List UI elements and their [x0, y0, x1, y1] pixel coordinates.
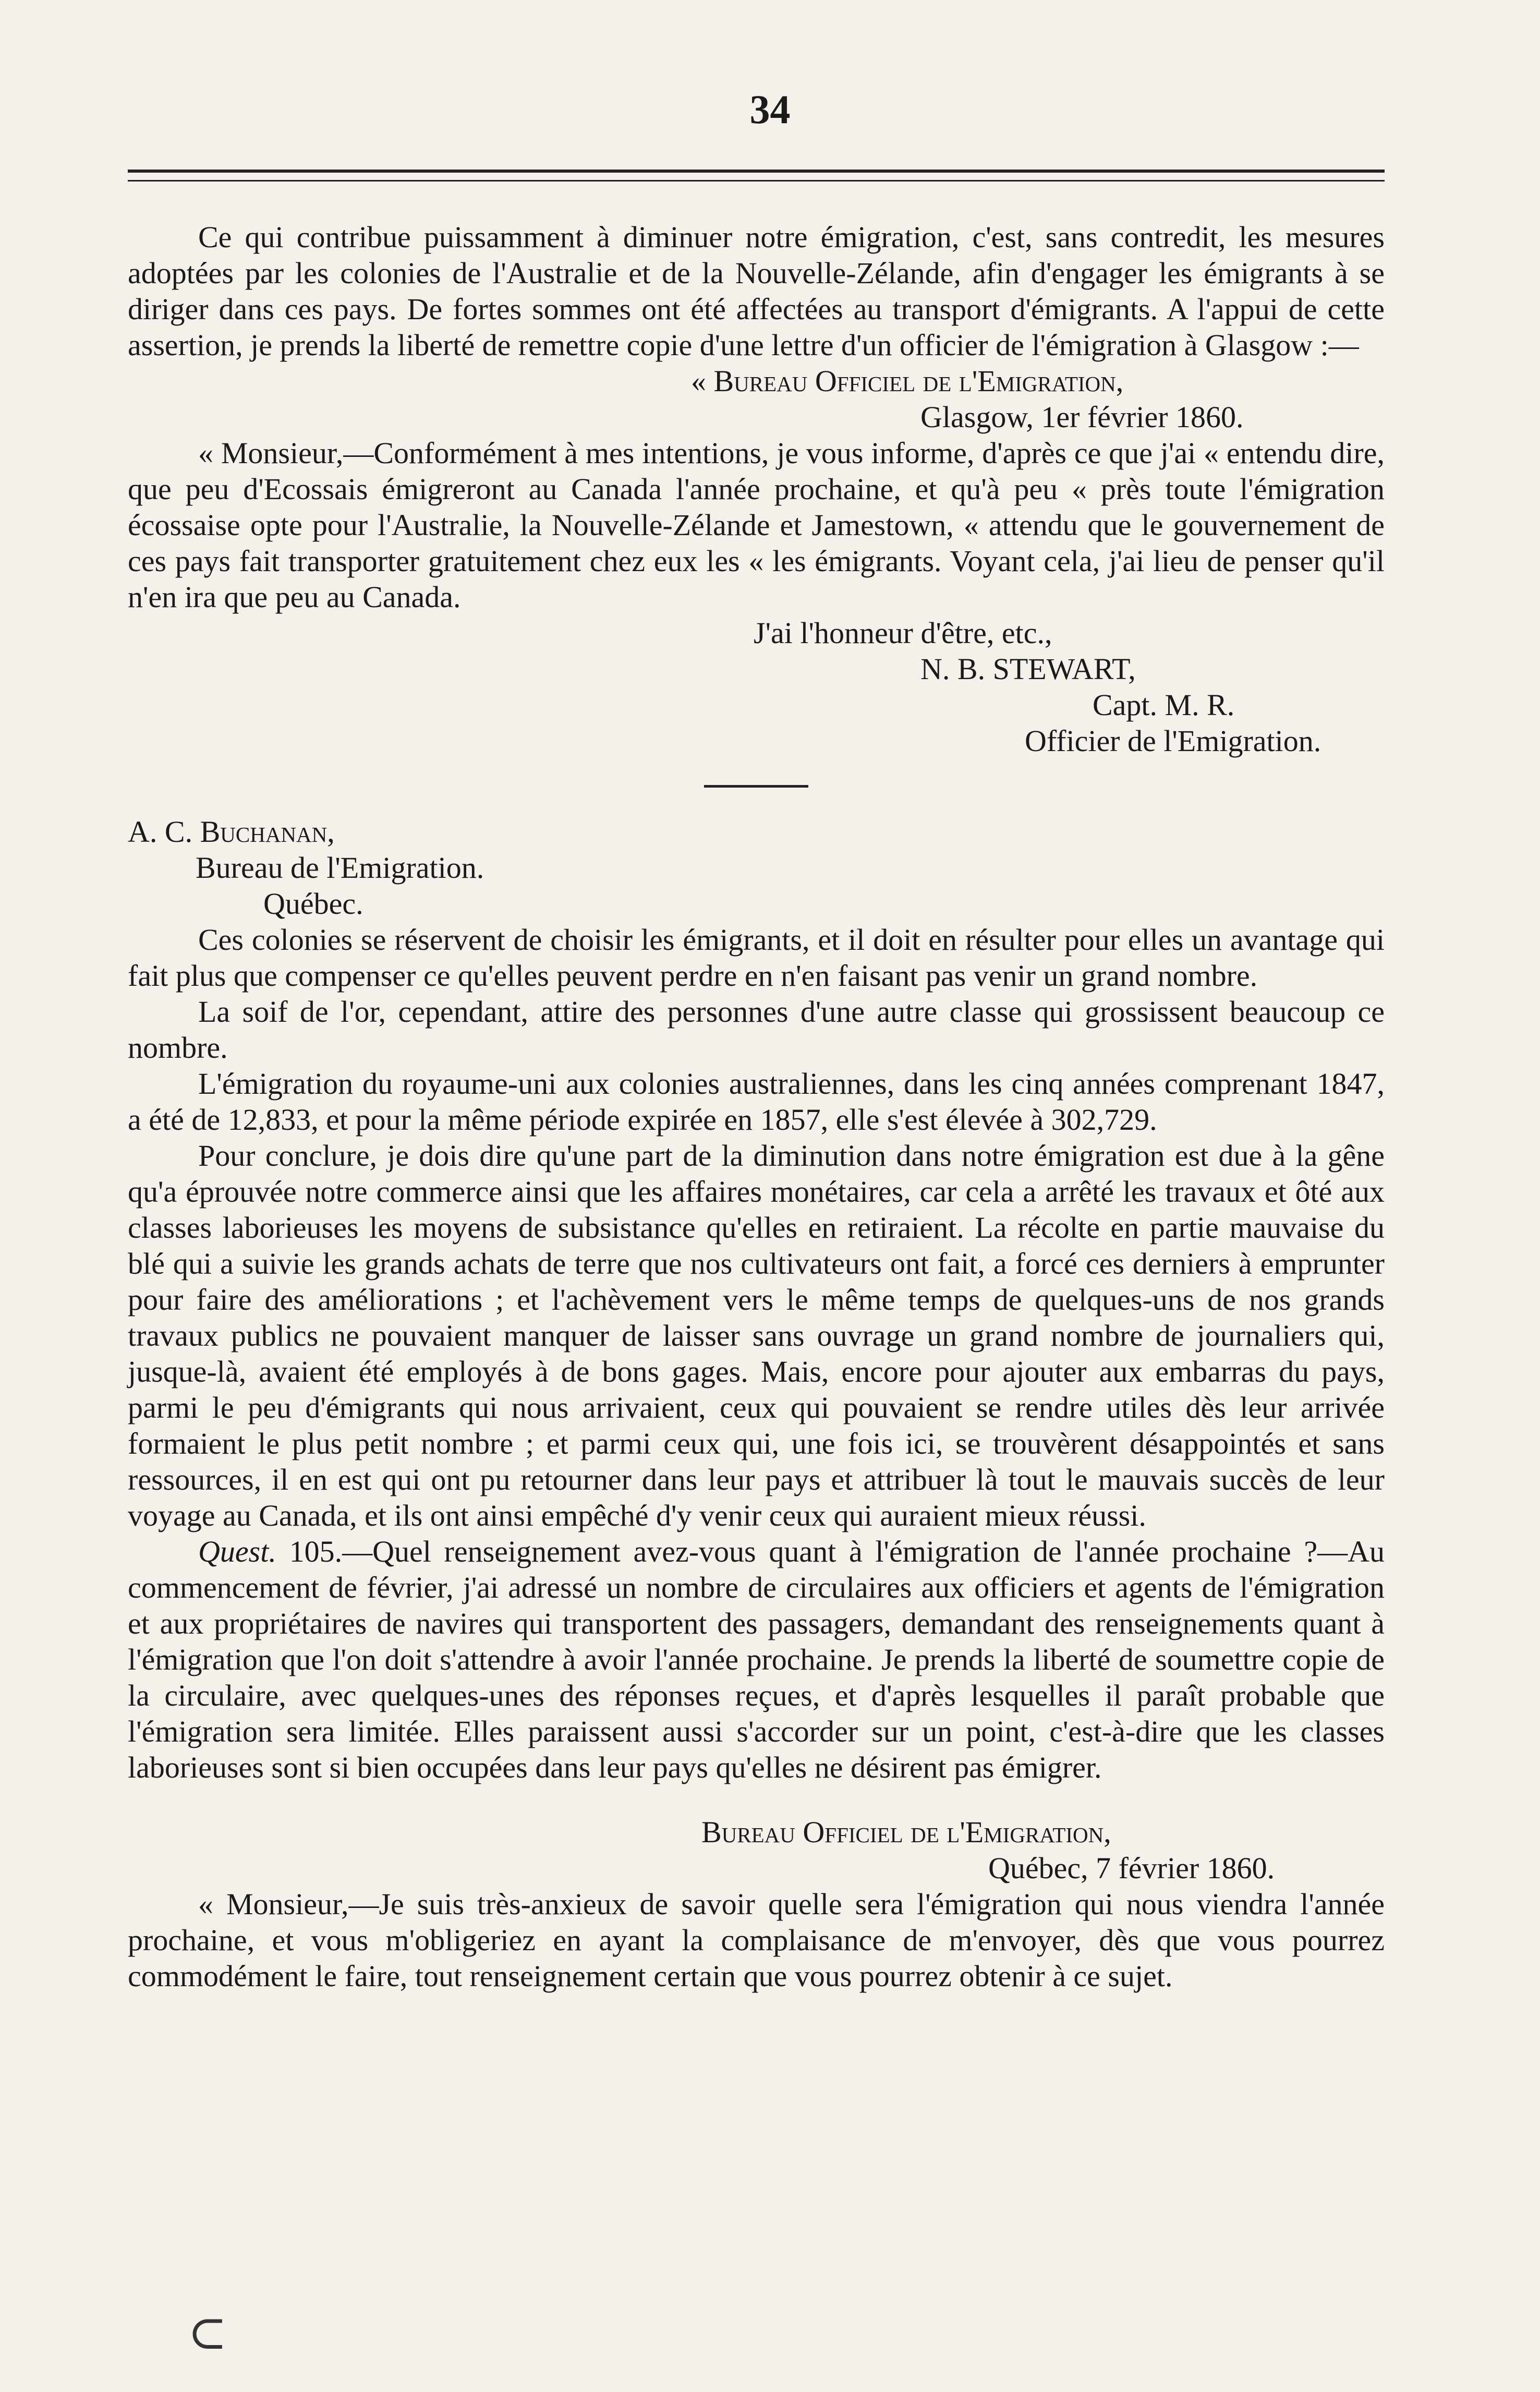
page-number: 34	[749, 87, 791, 132]
paragraph-5: Pour conclure, je dois dire qu'une part de la diminution dans notre émigration est due à la gêne qu'a éprouvée notre commerce ainsi que les affaires monétaires, car cela a arrêté les travaux et ôté aux classes laborieuses les moyens de subsistance qu'elles en retiraient. La récolte en partie mauvaise du blé qui a suivie les grands achats de terre que nos cultivateurs ont fait, a forcé ces derniers à emprunter pour faire des améliorations ; et l'achèvement vers le même temps de quelques-uns de nos grands travaux publics ne pouvaient manquer de laisser sans ouvrage un grand nombre de journaliers qui, jusque-là, avaient été employés à de bons gages. Mais, encore pour ajouter aux embarras du pays, parmi le peu d'émigrants qui nous arrivaient, ceux qui pouvaient se rendre utiles dès leur arrivée formaient le plus petit nombre ; et parmi ceux qui, une fois ici, se trouvèrent désappointés et sans ressources, il en est qui ont pu retourner dans leur pays et attribuer là tout le mauvais succès de leur voyage au Canada, et ils ont ainsi empêché d'y venir ceux qui auraient mieux réussi.	[128, 1139, 1385, 1532]
question-label: Quest.	[198, 1535, 276, 1568]
letter1-signature-title: Officier de l'Emigration.	[1025, 724, 1321, 758]
addressee-name: A. C. Buchanan,	[128, 815, 335, 849]
letter2-body: « Monsieur,—Je suis très-anxieux de savoir quelle sera l'émigration qui nous viendra l'année prochaine, et vous m'obligeriez en ayant la complaisance de m'envoyer, dès que vous pourrez commodément le faire, tout renseignement certain que vous pourrez obtenir à ce sujet.	[128, 1887, 1385, 1993]
letter1-signature-name: N. B. STEWART,	[920, 652, 1136, 686]
body-text	[128, 219, 1385, 1994]
letter2-place-date: Québec, 7 février 1860.	[988, 1851, 1275, 1885]
letter1-body: « Monsieur,—Conformément à mes intentions, je vous informe, d'après ce que j'ai « entendu dire, que peu d'Ecossais émigreront au Canada l'année prochaine, et qu'à peu « près toute l'émigration écossaise opte pour l'Australie, la Nouvelle-Zélande et Jamestown, « attendu que le gouvernement de ces pays fait transporter gratuitement chez eux les « les émigrants. Voyant cela, j'ai lieu de penser qu'il n'en ira que peu au Canada.	[128, 436, 1385, 614]
letter1-place-date: Glasgow, 1er février 1860.	[920, 400, 1244, 434]
spacer	[128, 1785, 1385, 1814]
ink-mark: ⊂	[188, 2308, 227, 2359]
addressee-city: Québec.	[263, 887, 363, 921]
header-rule-top	[128, 170, 1385, 173]
paragraph-2: Ces colonies se réservent de choisir les émigrants, et il doit en résulter pour elles un avantage qui fait plus que compenser ce qu'elles peuvent perdre en n'en faisant pas venir un grand nombre.	[128, 923, 1385, 993]
addressee-office: Bureau de l'Emigration.	[196, 851, 484, 885]
section-separator	[704, 785, 808, 788]
paragraph-3: La soif de l'or, cependant, attire des personnes d'une autre classe qui grossissent beaucoup ce nombre.	[128, 995, 1385, 1065]
letter2-office: Bureau Officiel de l'Emigration,	[701, 1815, 1111, 1849]
paragraph-4: L'émigration du royaume-uni aux colonies australiennes, dans les cinq années comprenant 1847, a été de 12,833, et pour la même période expirée en 1857, elle s'est élevée à 302,729.	[128, 1067, 1385, 1137]
question-105-text: 105.—Quel renseignement avez-vous quant à l'émigration de l'année prochaine ?—Au commencement de février, j'ai adressé un nombre de circulaires aux officiers et agents de l'émigration et aux propriétaires de navires qui transportent des passagers, demandant des renseignements quant à l'émigration que l'on doit s'attendre à avoir l'année prochaine. Je prends la liberté de soumettre copie de la circulaire, avec quelques-unes des réponses reçues, et d'après lesquelles il paraît probable que l'émigration sera limitée. Elles paraissent aussi s'accorder sur un point, c'est-à-dire que les classes laborieuses sont si bien occupées dans leur pays qu'elles ne désirent pas émigrer.	[128, 1535, 1385, 1784]
letter1-office: « Bureau Officiel de l'Emigration,	[691, 364, 1124, 398]
paragraph-6	[128, 1533, 1385, 1785]
letter1-closing: J'ai l'honneur d'être, etc.,	[754, 616, 1052, 650]
paragraph-1: Ce qui contribue puissamment à diminuer notre émigration, c'est, sans contredit, les mesures adoptées par les colonies de l'Australie et de la Nouvelle-Zélande, afin d'engager les émigrants à se diriger dans ces pays. De fortes sommes ont été affectées au transport d'émigrants. A l'appui de cette assertion, je prends la liberté de remettre copie d'une lettre d'un officier de l'émigration à Glasgow :—	[128, 220, 1385, 362]
letter1-signature-rank: Capt. M. R.	[1093, 688, 1235, 722]
header-rule-bottom	[128, 180, 1385, 182]
